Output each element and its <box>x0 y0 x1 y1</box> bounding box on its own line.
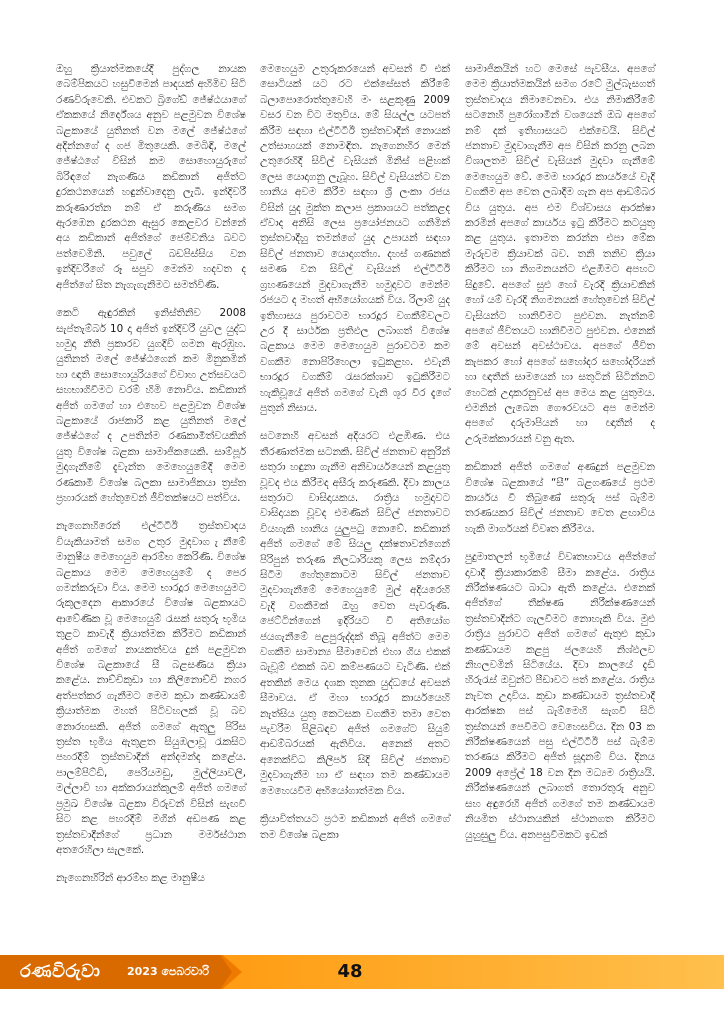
paragraph: ක්‍රියාවිත්තයට ප්‍රථම කඩිකාන් අජිත් ගමගේ තම විශේෂ බළකා <box>260 813 450 841</box>
paragraph: කඩිකාන් අජිත් ගමගේ අණදුන් පළමුවන විශේෂ බළකායේ “සී” බළගණයේ ප්‍රථම කාර්යය වී තිබුණේ සතුරු පස් බැම්ම තරණයකර සිවිල් ජනතාව වෙත ළඟාවිය හැකි මාර්ගයක් විවෘත කිරීමය. <box>465 461 655 535</box>
magazine-logo: රණවිරුවා <box>20 961 101 982</box>
page-footer <box>0 955 724 1024</box>
paragraph: මෙහෙයුම උතුරුකරයෙන් අවසන් වී එක් සොටියක් යට රට එක්සේසත් කිරීමේ බලාපොරොත්තුවෙහි මං සළකුණු 2009 වසර වන විට මතුවිය. මේ සියල්ල යටපත් කිරීම සඳහා එල්ටීටීඊ ත්‍රස්තවාදීන් නොයක් උත්සාහයක් නොමඳිත. නැගෙනහිර මෙන් උතුරෙහිදී සිවිල් වැසියන් මිනිස් පළිහක් ලෙස යොදාගනු ලැබූහ. සිවිල් වැසියන්ට වන හානිය අවම කිරීම සඳහා ශ්‍රී ලංකා රජය විසින් යුද මුක්ත කලාප ප්‍රකාශයට පත්කළද ඒවාද අනිසි ලෙස ප්‍රයෝජනයට ගනිමින් ත්‍රස්තවාදීහු තමන්ගේ යුද උපායන් සඳහා සිවිල් ජනතාව යොදාගත්හ. දහස් ගණනක් සමණ වන සිවිල් වැසියන් එල්ටීටීඊ ග්‍රහණයෙන් මුදවාගැනීම හමුදාවට මෙන්ම රජයට ද මහත් අභියෝගයක් විය. රිලාම් යුද ඉතිහාසය පුරාවටම භාරදූර වගකීම්වලට උර දී සාර්ථක ප්‍රතිඵල ලබාගත් විශේෂ බළකාය මෙම මෙහෙයුම පුරාවටම කම වගකීම නොපිරිහෙලා ඉටුකළහ. එවැනි භාරදූර වගකීම් රැසරක්ශාව ඉටුකිරීමට හැකිවූයේ අජිත් ගමගේ වැනි ශූර වීර දැගේ පුතුන් නිසාය. <box>260 63 450 414</box>
paragraph: කෙටි ඇඳුරකින් ඉනිස්තිනිව 2008 සැප්තැම්බර් 10 දා අජිත් ඉන්දිවරී යුවල යුද්ධ හමුදා නීති ප්‍රකාරව යුගදිවි ගමන ඇරඹුහ. යුතිනත් මලේ ජේෂ්ඨගෙන් කම මිනුකමින් හා ඥාති සොහොයුරියගේ විවාහ උත්සවයට සහභාගිවීමට වරම් හිමි නොවිය. කඩිකාන් අජිත් ගමගේ හා එහෙව පළමුවන විශේෂ බළකායේ රාජකාරි කළ යුතිනත් මලේ ජේෂ්ඨගේ ද උපතින්ම රණකාමීත්වයකින් යුතු විශේෂ බළකා සාමාජිකයෙකි. සාම්පූර් මුදාගැනීමේ දැවැන්ත මෙහෙයුමේදී මෙම රණකාමී විශේෂ බලකා සාමාජිකයා ත්‍රස්ත ප්‍රහාරයක් හේතුවෙන් ජීවිතක්ෂයට පත්විය. <box>56 307 246 504</box>
paragraph: නැගෙනහිරින් ආරම්භ කළ මානුෂීය <box>56 872 205 885</box>
paragraph: පුදුමාතලන් භූමියේ විවෘතභාවය අජිත්ගේ දාවාදී ක්‍රියාකාරකම් සීමා කළේය. රාත්‍රිය නිරීක්ෂණයට බාධා ඇති කළේය. එනෙක් අජිත්ගේ තීක්ෂණ නිරීක්ෂණයෙන් ත්‍රස්තවාදීන්ට ගැලවීමට නොහැකි විය. මුළු රාත්‍රිය පුරාවට අජිත් ගමගේ ඇතුළු කුඩා කණ්ඩායම කළපු ජලයෙහි නිශ්ඵලව නිහලවමින් සිටියේය. දිවා කාලයේ දැඩි හිරුරැස් ඔවුන්ට පීඩාවට පත් කළේය. රාත්‍රිය නැවත උදාවිය. කුඩා කණ්ඩායම ත්‍රස්තවාදී ආරක්ෂක පස් බැම්මෙහි සැගවී සිටි ත්‍රස්තයන් පෙවීමට වෙහෙසවිය. දින 03 ක නිරීක්ෂණයෙන් පසු එල්ටීටීඊ පස් බැම්ම තරණය කිරීමට අජිත් සූදානම් විය. දිනය 2009 අප්‍රේල් 18 වන දින මධ්‍යම රාත්‍රියයි. නිරීක්ෂණයෙන් ලබාගත් තොරතුරු අනුව සහ අඳුරෙහි අජිත් ගමගේ තම කණ්ඩායම නියමිත ස්ථානයකින් ස්ථානගත කිරීමට යුහුසුලු විය. අනපසුවීමකට ඉඩක් <box>465 551 655 841</box>
paragraph: සාමාජිකයින් හට මෙසේ පැවසීය. අපගේ මෙම ක්‍රියාත්මකයින් සමග රටේ මුල්බැසගත් ත්‍රස්තවාදය නිමාවෙනවා. එය නිමාකිරීමේ සටනෙහි පුරෝගාමීන් වශයෙන් ඔබ අපගේ නම් දක් ඉතිහාසයට එක්වෙයි. සිවිල් ජනතාව මුදවාගැනීම අප විසින් කරනු ලබන විශාලතම සිවිල් වැසියන් මුදවා ගැනීමේ මෙහෙයුම වේ. මෙම භාරදූර කාර්යයේ වැදි වගකීම අප වෙත ලබාදීම ගැන අප ආඩම්බර විය යුතුය. අප එම විශ්වාසය ආරක්ෂා කරමින් අපගේ කාර්යය ඉටු කිරීමට කටයුතු කළ යුතුය. ඉතාමත කරන්න එපා මේක මැරුවම ක්‍රියාවක් බව. තනි තනිව ක්‍රියා කිරීමට හා නිගමනයන්ට එළඹීමට අපහට සිදුවේ. අපගේ සුළු හෝ වැරදි ක්‍රියාවකින් හෝ යම් වැරදි නිගමනයක් හේතුවෙන් සිවිල් වැසියන්ට හානිවීමට පුළුවන. නැත්නම් අපගේ ජීවිතයට හානිවීමට පුළුවන. එනෙක් මේ අවසන් අවස්ථාවය. අපගේ ජීවිත කැපකර හෝ අපගේ සහෝදර සහෝදරියන් හා ඥාතීන් සාමයෙන් හා සතුටින් සිටින්නට හෙටක් උදාකරනුවස් අප මෙය කළ යුතුමය. එමනින් ලැබෙන ගෞරවයට අප මෙන්ම අපගේ දරුමාපියන් හා ඥාතීන් ද උරුමක්කාරයන් වනු ඇත. <box>465 63 655 445</box>
text-column-1 <box>56 62 246 900</box>
text-column-3 <box>465 62 655 856</box>
paragraph: සටනෙහි අවසන් අදියරට එළඹිණ. එය තීරණාත්මක සටනකි. සිවිල් ජනතාව අනුරින් සතුරා හඳුනා ගැනීම අනිවාර්යයෙන් කළයුතු වූවද එය කිරීමද අසීරු කරුණකි. දිවා කාලය සතුරාට වාසිදායකය. රාත්‍රිය හමුදාවට වාසිදායක වූවද එමණින් සිවිල් ජනතාවට වියහැකි හානිය යුලුපටු නොවේ. කඩිකාන් අජිත් ගමගේ මේ සියලු දක්ෂතාවන්ගෙන් පිරිපුන් තරුණ නිලධාරියකු ලෙස නම්දරා සිටීම හේතුකොටම සිවිල් ජනතාව මුදවාගැනීමේ මෙහෙයුමේ මුල් අදියරෙහි වැදි වගකීමක් ඔහු වෙත පැවරුණි. ජෙට්ටින්ගෙන් ඉදිරියට වී අතියෝග ජයගැනීමේ පළපුරුද්දක් තිබූ අජිත්ට මෙම වගකීම සාමාන්‍ය සීමාවෙන් එහා ගිය එකක් බැවූම් එකක් බව කම්පණයට වැටිණි. එක් අතකින් මෙය දශක තුනක යුද්ධයේ අවසන් සීමාවය. ඒ මහා භාරදූර කාර්යයෙහි නැත්සිය යුතු කෙටසක වගකීම තමා වෙත පැවරීම පිළිබඳව අජිත් ගමගේට සියුම් ආඩම්බරයක් ඇතිවිය. අනෙක් අතට අනෙක්විධ කිලිපර් සිදි සිවිල් ජනතාව මුදවාගැනීම හා ඒ සඳහා තම කණ්ඩායම මෙහෙයවීම අභියෝගාත්මක විය. <box>260 430 450 797</box>
issue-date: 2023 පෙබරවාරි <box>127 965 210 978</box>
page-number: 48 <box>337 961 363 982</box>
paragraph: නැගෙනහිරෙන් එල්ටීටීඊ ත්‍රස්තවාදය වියැකියාමත් සමග උතුර මුදවාග ැනීමේ මානුෂීය මෙහෙයුම ආරම්භ කෙරිණි. විශේෂ බළකාය මෙම මෙහෙයුමේ ද පෙර ගමන්කරුවා විය. මෙම භාරදූර මෙහෙයුමට රුකුලදෙන ආකාරයේ විශේෂ බළකායට ආවේණික වූ මෙහෙයුම් රැසක් සතුරු භූමිය තුළට කාවැදී ක්‍රියාත්මක කිරීමට කඩිකාන් අජිත් ගමගේ නායකත්වය දුන් පළමුවන විශේෂ බළකායේ සී බළසණිය ක්‍රියා කළේය. නාච්චිකුඩා හා කිලිනොච්චි නගර අත්පත්කර ගැනීමට මෙම කුඩා කණ්ඩායම් ක්‍රියාත්මක මහත් පිටිවහලක් වූ බව නොරහසකි. අජිත් ගමගේ ඇතුලු පිරිස ත්‍රස්ත භූමිය ඇතුළත සියුඹලාවූ රැකසිට පහරදීම් ත්‍රස්තවාදීන් අන්දමන්ද කළේය. පාලම්පිට්ඩි, පෙරියමඩු, මුල්ලියාවලි, මල්ලාවි හා අක්කරායන්කුලම් අජිත් ගමගේ ප්‍රමුඛ විශේෂ බළකා විරුවන් විසින් සැඟවී සිට කළ පහරදීම් මගින් අඩපණ කළ ත්‍රස්තවාදීන්ගේ ප්‍රධාන මර්මස්ථාන අතරෙහිලා සැලකේ. <box>56 520 246 856</box>
paragraph: ඔහු ක්‍රියාත්මකයේදී පුද්ගල නායක බෙම්පිකයට හසුවීමෙන් පාදයක් අහිමිව සිටි රණවිරුවෙකි. එවකට බ්‍රිගේඩ් ජේෂ්ඨයාගේ ඒකකයේ නිර්දේශය අනුව පළමුවන විශේෂ බළකායේ යුතිනත් වන මලේ ජේෂ්ඨගේ අදින්නගේ ද ගජ මිතුයෙකි. මෙබිඳි, මලේ ජේෂ්ඨගේ විසින් කම සොහොයුරුගේ බිරිඳගේ නැගණිය කඩිකාන් අජිත්ට දුරකථනයෙන් හඳුන්වාදෙනු ලැබී. ඉන්දිවරී කරුණාරත්න නම් ඒ කරුණිය සමග ඇරඹෙන දුරකථන ඇසුර කෙළවර වන්නේ අය කඩිකාන් අජිත්ගේ ජෙම්වනිය බවට පත්වෙමිනි. පවුලේ බඩපිස්සිය වන ඉන්දිවරීගේ රූ සපුව මෙන්ම හදවත ද අජිත්ගේ සිත නැගැගැනිමට සමත්විණි. <box>56 63 246 291</box>
text-column-2 <box>260 62 450 856</box>
